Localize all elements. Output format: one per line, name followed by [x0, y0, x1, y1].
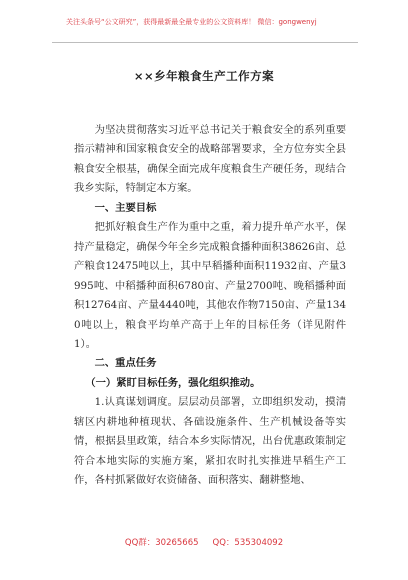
document-body [74, 121, 346, 491]
footer-qq-group: QQ群：30265665 [124, 538, 199, 548]
main-goals-paragraph: 把抓好粮食生产作为重中之重，着力提升单产水平，保持产量稳定，确保今年全乡完成粮食播种面积38626亩、总产粮食12475吨以上，其中早稻播种面积11932亩、产量3995吨、中稻播种面积6780亩、产量2700吨、晚稻播种面积12764亩、产量4440吨，其他农作物7150亩、产量1340吨以上，粮食平均单产高于上年的目标任务（详见附件1）。 [74, 221, 346, 350]
subsection-heading-targets: （一）紧盯目标任务，强化组织推动。 [85, 376, 261, 389]
header-banner: 关注头条号“公文研究”，获得最新最全最专业的公文资料库！ 微信：gongwenyj [66, 18, 317, 26]
header-divider [52, 42, 358, 43]
section-heading-key-tasks: 二、重点任务 [94, 357, 157, 370]
document-title: ××乡年粮食生产工作方案 [133, 69, 275, 83]
section-heading-main-goals: 一、主要目标 [94, 201, 157, 214]
intro-paragraph: 为坚决贯彻落实习近平总书记关于粮食安全的系列重要指示精神和国家粮食安全的战略部署要求，全方位夯实全县粮食安全根基，确保全面完成年度粮食生产硬任务，现结合我乡实际，特制定本方案。 [74, 124, 346, 195]
footer-contact [0, 536, 408, 548]
footer-qq-number: QQ：535304092 [212, 538, 284, 548]
planning-paragraph: 1.认真谋划调度。层层动员部署，立即组织发动，摸清辖区内耕地种植现状、各础设施条件、生产机械设备等实情，根据县里政策，结合本乡实际情况，出台优惠政策制定符合本地实际的实施方案，紧扣农时扎实推进早稻生产工作，各村抓紧做好农资储备、面积落实、翻耕整地、 [74, 396, 346, 487]
